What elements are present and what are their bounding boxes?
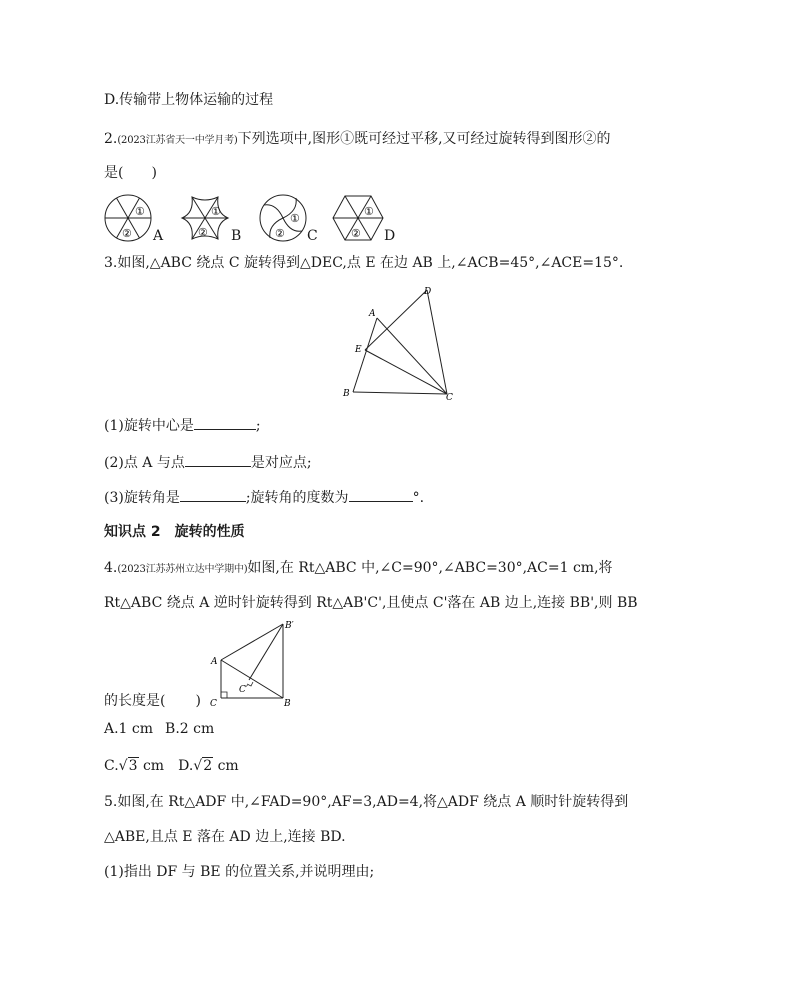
q4-source: (2023江苏苏州立达中学期中) (117, 564, 248, 575)
q2-b-mark-1: ① (211, 205, 221, 218)
q4-number: 4. (104, 560, 118, 576)
q4-options-cd (104, 756, 239, 776)
q4-option-b[interactable]: B.2 cm (165, 721, 215, 737)
q4-option-d-radicand: 2 (203, 758, 213, 774)
q4-stem-end-text: 的长度是( (104, 693, 166, 709)
q2-b-mark-2: ② (198, 226, 208, 239)
q4-label-b-prime: B′ (285, 621, 294, 631)
q4-label-c-prime: C′ (239, 685, 248, 695)
q2-c-mark-1: ① (290, 212, 300, 225)
q3-label-b: B (343, 389, 350, 399)
q4-options-ab (104, 719, 214, 739)
q2-stem-cont: 是( ) (104, 165, 157, 181)
q3-sub3 (104, 487, 424, 508)
q3-sub1 (104, 415, 261, 436)
q2-option-b-figure (178, 191, 232, 245)
q4-stem-cont: Rt△ABC 绕点 A 逆时针旋转得到 Rt△AB'C',且使点 C'落在 AB 边上,连接 BB',则 BB (104, 595, 638, 611)
q3-sub2-end: 是对应点; (250, 455, 312, 471)
q2-number: 2. (104, 131, 118, 147)
q4-option-c-unit: cm (138, 758, 165, 774)
q3-sub3-blank-2[interactable] (349, 487, 413, 502)
q3-sub3-end: °. (412, 490, 425, 506)
q4-option-c-prefix: C. (104, 758, 119, 774)
q2-option-d-figure (331, 193, 385, 243)
q4-stem-text: 如图,在 Rt△ABC 中,∠C=90°,∠ABC=30°,AC=1 cm,将 (247, 560, 613, 576)
q5-stem: 5.如图,在 Rt△ADF 中,∠FAD=90°,AF=3,AD=4,将△ADF 绕点 A 顺时针旋转得到 (104, 794, 629, 810)
q4-figure (205, 618, 300, 710)
q4-option-c[interactable] (104, 758, 164, 774)
q3-sub2-blank[interactable] (185, 452, 251, 467)
q2-option-d-label[interactable]: D (384, 228, 396, 244)
q3-label-a: A (369, 309, 376, 319)
q4-option-d-prefix: D. (178, 758, 194, 774)
q3-sub3-mid: ;旋转角的度数为 (245, 490, 349, 506)
q2-source: (2023江苏省天一中学月考) (117, 135, 238, 146)
q3-label-e: E (355, 345, 362, 355)
q2-option-a-label[interactable]: A (153, 228, 164, 244)
q2-stem-text: 下列选项中,图形①既可经过平移,又可经过旋转得到图形②的 (237, 131, 611, 147)
q2-option-a-figure (103, 193, 153, 243)
q3-stem: 3.如图,△ABC 绕点 C 旋转得到△DEC,点 E 在边 AB 上,∠ACB=45°,∠ACE=15°. (104, 255, 624, 271)
q2-c-mark-2: ② (275, 227, 285, 240)
q3-sub2 (104, 452, 312, 473)
q4-label-a: A (211, 657, 218, 667)
q4-option-d-sqrt: √2 (193, 758, 213, 774)
q5-stem-cont: △ABE,且点 E 落在 AD 边上,连接 BD. (104, 829, 346, 845)
q4-label-b: B (284, 699, 291, 709)
q4-option-a[interactable]: A.1 cm (104, 721, 154, 737)
q4-option-c-sqrt: √3 (118, 758, 138, 774)
q2-a-mark-2: ② (122, 227, 132, 240)
q3-label-d: D (424, 287, 432, 297)
q3-label-c: C (446, 393, 453, 403)
q2-option-c-label[interactable]: C (307, 228, 318, 244)
q2-option-b-label[interactable]: B (231, 228, 242, 244)
q3-sub1-end: ; (255, 418, 261, 434)
q3-sub2-text: (2)点 A 与点 (104, 455, 185, 471)
q2-stem (104, 129, 611, 151)
q4-stem-end (104, 691, 201, 711)
q4-option-c-radicand: 3 (128, 758, 138, 774)
q4-option-d-unit: cm (213, 758, 239, 774)
q2-d-mark-1: ① (364, 205, 374, 218)
q2-a-mark-1: ① (135, 205, 145, 218)
q4-stem (104, 558, 613, 580)
q3-sub3-text: (3)旋转角是 (104, 490, 180, 506)
q4-label-c: C (210, 699, 217, 709)
q3-sub1-blank[interactable] (194, 415, 256, 430)
q1-option-d: D.传输带上物体运输的过程 (104, 92, 274, 108)
q2-option-c-figure (258, 193, 308, 243)
q3-sub3-blank-1[interactable] (180, 487, 246, 502)
q5-sub1: (1)指出 DF 与 BE 的位置关系,并说明理由; (104, 864, 375, 880)
q4-stem-end-paren: ) (195, 693, 201, 709)
q4-option-d[interactable] (178, 758, 239, 774)
section-2-heading: 知识点 2 旋转的性质 (104, 524, 245, 540)
q3-sub1-text: (1)旋转中心是 (104, 418, 194, 434)
q3-figure (335, 284, 460, 404)
q2-d-mark-2: ② (351, 227, 361, 240)
